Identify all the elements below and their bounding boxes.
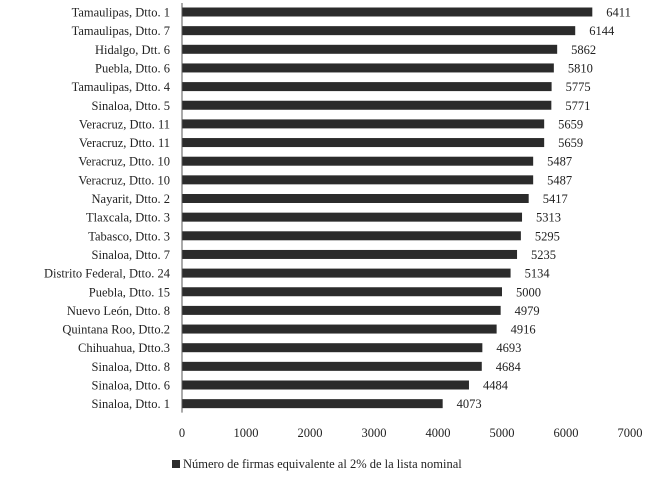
category-label: Veracruz, Dtto. 11: [78, 136, 170, 151]
category-labels: [44, 6, 171, 412]
category-label: Tamaulipas, Dtto. 7: [71, 24, 170, 39]
bar: [182, 269, 511, 278]
bar: [182, 231, 521, 240]
value-label: 4693: [496, 341, 522, 356]
value-label: 5862: [571, 42, 597, 57]
category-label: Tamaulipas, Dtto. 1: [71, 5, 170, 20]
value-label: 5313: [536, 210, 562, 225]
bar: [182, 250, 517, 259]
category-label: Sinaloa, Dtto. 5: [91, 98, 170, 113]
x-tick-label: 7000: [617, 426, 643, 440]
category-label: Sinaloa, Dtto. 6: [91, 378, 170, 393]
category-label: Tlaxcala, Dtto. 3: [86, 210, 170, 225]
bar: [182, 101, 551, 110]
category-label: Sinaloa, Dtto. 1: [91, 397, 170, 412]
x-tick-label: 6000: [553, 426, 579, 440]
bar: [182, 26, 575, 35]
category-label: Chihuahua, Dtto.3: [77, 341, 170, 356]
x-tick-label: 4000: [425, 426, 451, 440]
bar: [182, 175, 533, 184]
x-tick-label: 0: [178, 426, 186, 440]
bar: [182, 138, 544, 147]
bar: [182, 381, 469, 390]
bar: [182, 63, 554, 72]
bars: [182, 8, 592, 412]
bar: [182, 399, 443, 408]
category-label: Puebla, Dtto. 6: [95, 61, 170, 76]
value-label: 6144: [589, 24, 615, 39]
value-label: 4979: [514, 303, 540, 318]
bar: [182, 213, 522, 222]
value-label: 5417: [542, 192, 568, 206]
value-label: 5134: [524, 266, 550, 281]
legend: [172, 457, 462, 471]
bar: [182, 362, 482, 371]
bar: [182, 343, 482, 352]
x-tick-label: 1000: [233, 426, 259, 440]
bar: [182, 306, 501, 315]
value-label: 5235: [531, 247, 557, 262]
bar: [182, 287, 502, 296]
value-label: 5295: [534, 229, 560, 244]
category-label: Sinaloa, Dtto. 7: [91, 247, 170, 262]
x-tick-label: 5000: [489, 426, 515, 440]
value-label: 5771: [565, 98, 591, 113]
value-label: 5775: [565, 80, 591, 95]
bar: [182, 325, 497, 334]
value-label: 4916: [510, 322, 536, 337]
category-label: Sinaloa, Dtto. 8: [91, 359, 170, 374]
category-label: Puebla, Dtto. 15: [88, 285, 170, 300]
value-label: 4484: [482, 378, 508, 393]
bar: [182, 45, 557, 54]
legend-label: Número de firmas equivalente al 2% de la lista nominal: [183, 457, 462, 471]
category-label: Hidalgo, Dtt. 6: [95, 42, 170, 57]
category-label: Tabasco, Dtto. 3: [88, 229, 170, 244]
bar: [182, 157, 533, 166]
x-tick-label: 2000: [297, 426, 323, 440]
bar: [182, 8, 592, 17]
value-label: 4073: [456, 397, 482, 412]
bar: [182, 119, 544, 128]
value-label: 5659: [558, 136, 584, 151]
category-label: Nayarit, Dtto. 2: [91, 192, 170, 206]
bar: [182, 194, 529, 203]
bar: [182, 82, 552, 91]
category-label: Nuevo León, Dtto. 8: [66, 303, 170, 318]
legend-swatch: [172, 460, 180, 468]
x-axis-ticks: [179, 426, 643, 440]
value-label: 5487: [547, 173, 573, 188]
value-label: 5810: [567, 61, 593, 76]
category-label: Distrito Federal, Dtto. 24: [43, 266, 170, 281]
value-label: 5000: [516, 285, 541, 300]
category-label: Veracruz, Dtto. 10: [78, 154, 170, 169]
category-label: Veracruz, Dtto. 11: [78, 117, 170, 132]
x-tick-label: 3000: [361, 426, 387, 440]
value-label: 5659: [558, 117, 584, 132]
category-label: Quintana Roo, Dtto.2: [62, 322, 170, 337]
value-label: 5487: [547, 154, 573, 169]
category-label: Tamaulipas, Dtto. 4: [71, 80, 170, 95]
value-label: 6411: [606, 5, 631, 20]
value-label: 4684: [495, 359, 521, 374]
category-label: Veracruz, Dtto. 10: [78, 173, 170, 188]
